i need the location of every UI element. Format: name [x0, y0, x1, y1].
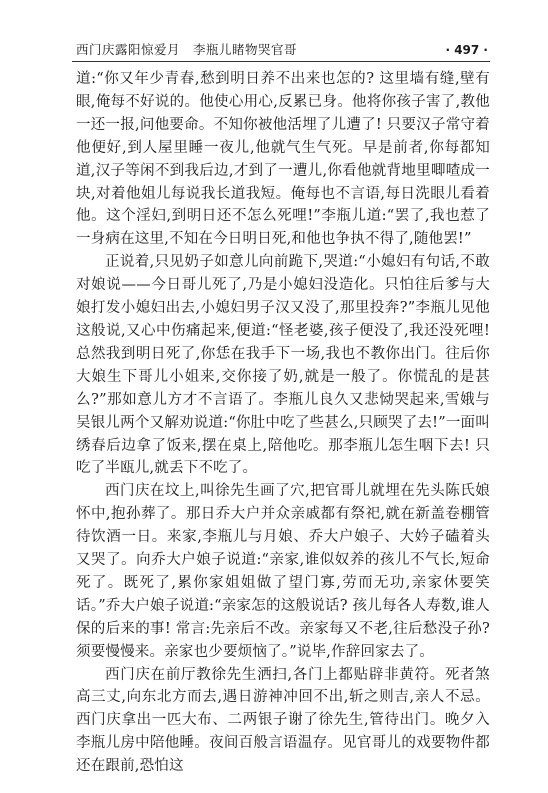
running-head	[76, 40, 488, 58]
paragraph-4: 西门庆在前厅教徐先生洒扫,各门上都贴辟非黄符。死者煞高三丈,向东北方而去,遇日游神冲回不出,斩之则吉,亲人不忌。西门庆拿出一匹大布、二两银子谢了徐先生,管待出门。晚夕入李瓶儿房中陪他睡。夜间百般言语温存。见官哥儿的戏要物件都还在跟前,恐怕这	[76, 666, 490, 775]
paragraph-2: 正说着,只见奶子如意儿向前跪下,哭道:“小媳妇有句话,不敢对娘说——今日哥儿死了,乃是小媳妇没造化。只怕往后爹与大娘打发小媳妇出去,小媳妇男子汉又没了,那里投奔?”李瓶儿见他这般说,又心中伤痛起来,便道:“怪老婆,孩子便没了,我还没死哩! 总然我到明日死了,你恁在我手下一场,我也不教你出门。往后你大娘生下哥儿小姐来,交你接了奶,就是一般了。你慌乱的是甚么?”那如意儿方才不言语了。李瓶儿良久又悲恸哭起来,雪娥与吴银儿两个又解劝说道:“你肚中吃了些甚么,只顾哭了去!”一面叫绣春后边拿了饭来,摆在桌上,陪他吃。那李瓶儿怎生咽下去! 只吃了半瓯儿,就丢下不吃了。	[76, 254, 490, 477]
page-number: · 497 ·	[445, 43, 488, 57]
body-text	[76, 68, 490, 778]
paragraph-1: 道:“你又年少青春,愁到明日养不出来也怎的? 这里墙有缝,壁有眼,俺每不好说的。他使心用心,反累已身。他将你孩子害了,教他一还一报,问他要命。不知你被他活埋了儿遭了! 只要汉子常守着他便好,到人屋里睡一夜儿,他就气生气死。早是前者,你每都知道,汉子等闲不到我后边,才到了一遭儿,你看他就背地里唧喳成一块,对着他姐儿每说我长道我短。俺每也不言语,每日洗眼儿看着他。这个淫妇,到明日还不怎么死哩!”李瓶儿道:“罢了,我也惹了一身病在这里,不知在今日明日死,和他也争执不得了,随他罢!”	[76, 71, 490, 248]
chapter-title: 西门庆露阳惊爱月 李瓶儿睹物哭官哥	[76, 42, 298, 57]
paragraph-3: 西门庆在坟上,叫徐先生画了穴,把官哥儿就埋在先头陈氏娘怀中,抱孙葬了。那日乔大户并众亲戚都有祭祀,就在新盖卷棚管待饮酒一日。来家,李瓶儿与月娘、乔大户娘子、大妗子磕着头又哭了。向乔大户娘子说道:“亲家,谁似奴养的孩儿不气长,短命死了。既死了,累你家姐姐做了望门寡,劳而无功,亲家休要笑话。”乔大户娘子说道:“亲家怎的这般说话? 孩儿每各人寿数,谁人保的后来的事! 常言:先亲后不改。亲家每又不老,往后愁没子孙? 须要慢慢来。亲家也少要烦恼了。”说毕,作辞回家去了。	[76, 483, 490, 660]
header-rule	[72, 61, 490, 62]
